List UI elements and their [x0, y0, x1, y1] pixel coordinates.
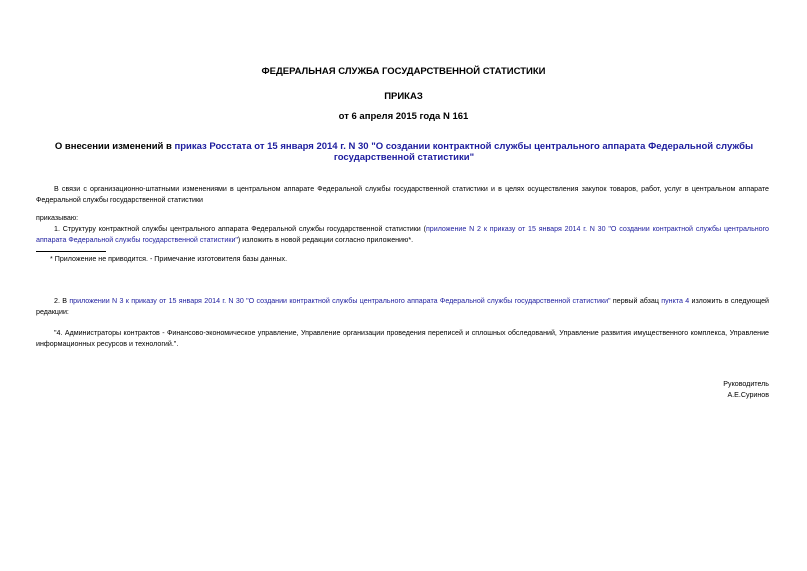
paragraph-item-1: [36, 224, 769, 246]
item-1-text-start: 1. Структуру контрактной службы центрального аппарата Федеральной службы государственной статистики (: [54, 225, 426, 233]
point-4-link[interactable]: пункта 4: [661, 297, 690, 305]
signature-role: Руководитель: [723, 380, 769, 388]
item-2-text-start: 2. В: [54, 297, 70, 305]
agency-heading: ФЕДЕРАЛЬНАЯ СЛУЖБА ГОСУДАРСТВЕННОЙ СТАТИСТИКИ: [261, 66, 546, 77]
title-order-link[interactable]: приказ Росстата от 15 января 2014 г. N 30 "О создании контрактной службы центрального аппарата Федеральной службы государственной статистики": [174, 141, 754, 163]
appendix-3-link[interactable]: приложении N 3 к приказу от 15 января 2014 г. N 30 "О создании контрактной службы центрального аппарата Федеральной службы государственной статистики": [69, 297, 611, 305]
document-title: [36, 141, 772, 163]
paragraph-quote: "4. Администраторы контрактов - Финансово-экономическое управление, Управление организации проведения переписей и сплошных обследований, Управление развития имущественного комплекса, Управление информационных ресурсов и технологий.".: [36, 329, 769, 348]
appendix-2-link[interactable]: приложение N 2 к приказу от 15 января 2014 г. N 30 "О создании контрактной службы центрального аппарата Федеральной службы государственной статистики": [36, 225, 770, 244]
item-2-text-end: изложить в следующей редакции:: [36, 297, 770, 316]
doc-type-heading: ПРИКАЗ: [384, 91, 423, 102]
signature-block: [560, 379, 769, 401]
signature-name: А.Е.Суринов: [727, 391, 769, 399]
footnote-divider: [36, 251, 106, 252]
title-prefix: О внесении изменений в: [54, 141, 175, 152]
item-2-text-mid: первый абзац: [610, 297, 662, 305]
item-1-text-end: ) изложить в новой редакции согласно приложению*.: [237, 236, 414, 244]
date-number-heading: от 6 апреля 2015 года N 161: [338, 111, 469, 122]
paragraph-preamble: В связи с организационно-штатными изменениями в центральном аппарате Федеральной службы государственной статистики и в целях осуществления закупок товаров, работ, услуг в центральном аппарате Федеральной службы государственной статистики: [36, 185, 769, 204]
footnote: * Приложение не приводится. - Примечание изготовителя базы данных.: [50, 255, 288, 263]
paragraph-item-2: [36, 296, 769, 318]
paragraph-order-word: приказываю:: [36, 214, 79, 222]
